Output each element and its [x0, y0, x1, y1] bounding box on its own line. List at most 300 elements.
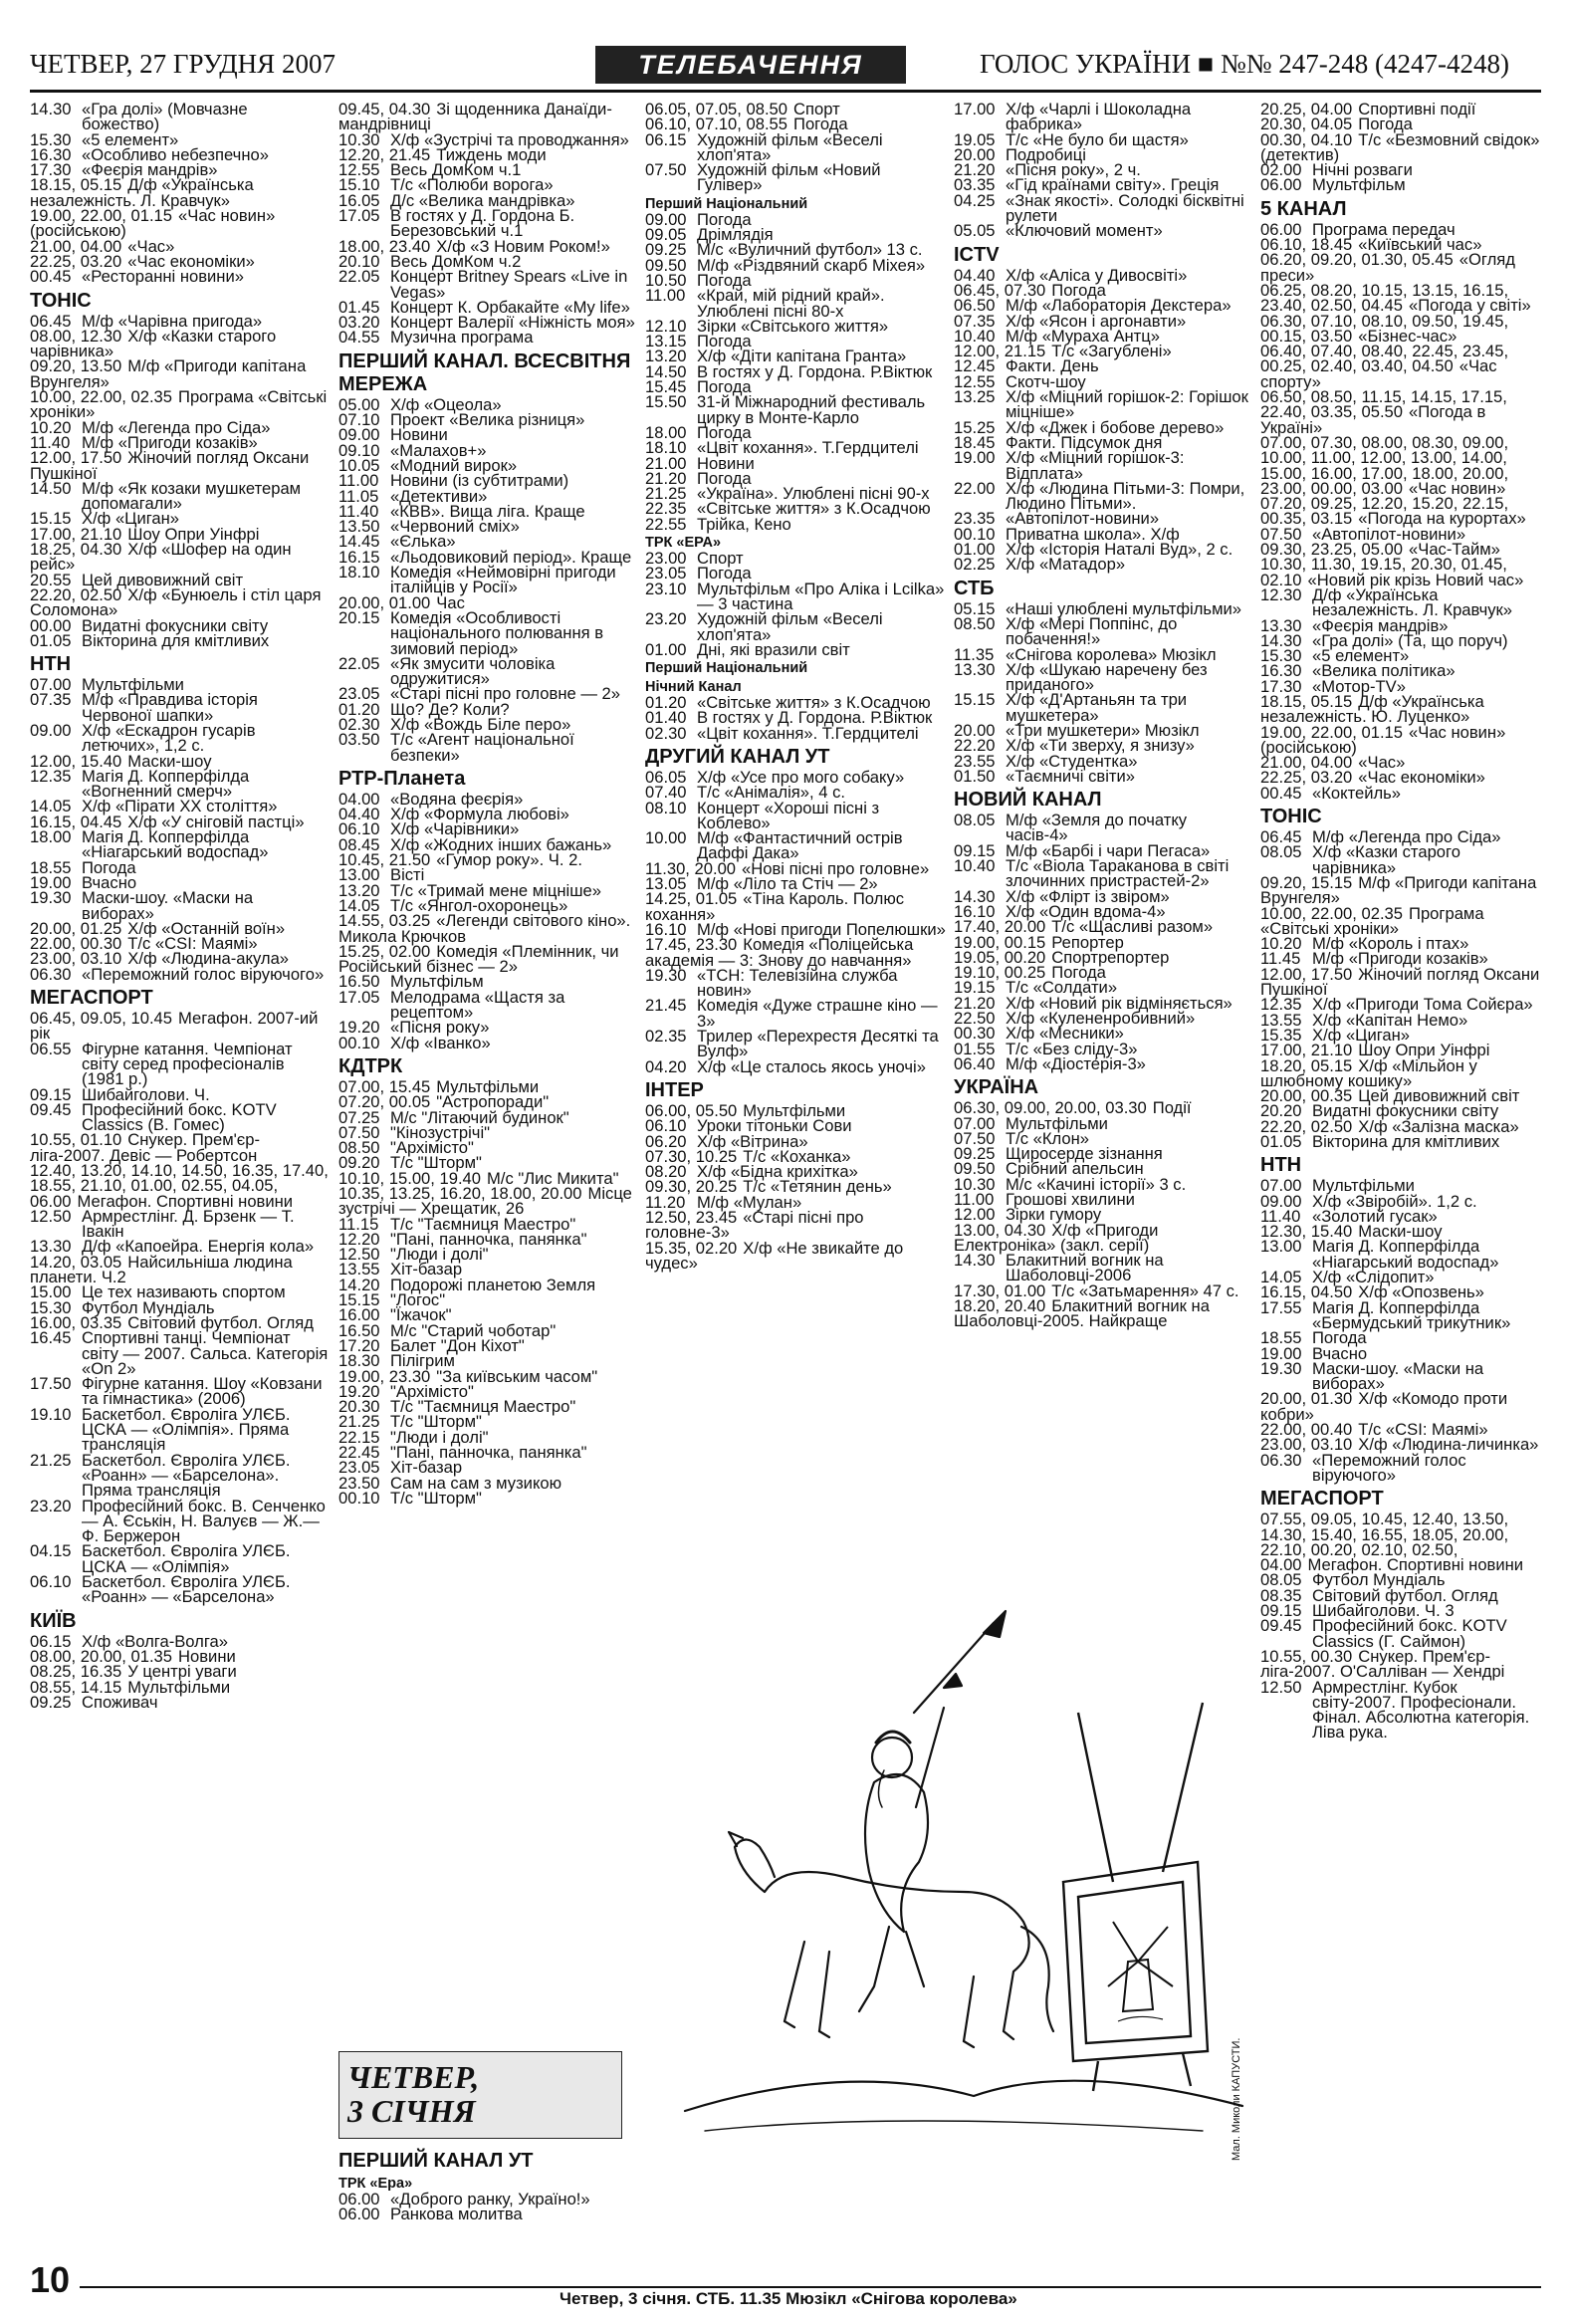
listing-time: 08.20 — [645, 1162, 687, 1182]
listing-time: 09.50 — [954, 1159, 996, 1179]
listing-title: Т/с "Шторм" — [390, 1153, 482, 1173]
listing-title: М/ф «Земля до початку часів-4» — [1006, 811, 1188, 845]
listing-time: 12.45 — [954, 356, 996, 376]
listing-entry — [30, 102, 329, 132]
listing-title: Х/ф «Ти зверху, я знизу» — [1006, 736, 1195, 756]
schedule-column-2 — [338, 102, 637, 2043]
listing-entry — [954, 813, 1252, 843]
listing-title: В гостях у Д. Гордона. Р.Віктюк — [697, 361, 933, 381]
listing-time: 12.00, 17.50 — [30, 448, 122, 468]
listing-title: Комедія «Неймовірні пригоди італійців у Росії» — [390, 563, 616, 597]
listing-time: 10.40 — [954, 856, 996, 876]
listing-time: 23.35 — [954, 509, 996, 529]
listing-title: Х/ф «Мері Поппінс, до побачення!» — [1006, 613, 1178, 649]
listing-entry — [338, 1122, 637, 1142]
listing-time: 06.10, 07.10, 08.55 — [645, 115, 788, 134]
listing-title: Зірки «Світського життя» — [697, 316, 889, 336]
listing-entry — [1260, 1297, 1544, 1332]
listing-time: 20.00, 01.30 — [1260, 1389, 1353, 1409]
listing-time: 06.30 — [30, 964, 72, 984]
listing-time: 22.55 — [645, 514, 687, 534]
listing-time: 07.20, 09.25, 12.20, 15.20, 22.15, 00.35, 03.15 — [1260, 494, 1509, 529]
listing-title: Х/ф «Не звикайте до чудес» — [645, 1238, 904, 1273]
listing-title: Т/с «Віола Тараканова в світі злочинних пристрастей-2» — [1006, 856, 1230, 891]
listing-title: Комедія «Дуже страшне кіно — 3» — [697, 996, 938, 1031]
listing-time: 19.30 — [30, 888, 72, 908]
listing-time: 13.05 — [645, 874, 687, 894]
listing-title: Факти. Підсумок дня — [1006, 432, 1163, 452]
schedule-column-2-continued — [338, 2145, 637, 2277]
listing-time: 19.05 — [954, 129, 996, 149]
listing-title: Армрестлінг. Д. Брзенк — Т. Івакін — [82, 1206, 295, 1242]
listing-title: Х/ф «Вождь Біле перо» — [390, 714, 571, 734]
listing-time: 13.00, 04.30 — [954, 1220, 1046, 1240]
listing-entry — [338, 1138, 637, 1158]
listing-title: М/ф «Легенда про Сіда» — [1312, 827, 1501, 847]
listing-title: Х/ф «Шофер на один рейс» — [30, 540, 292, 575]
listing-time: 23.50 — [338, 1473, 380, 1493]
listing-title: Шибайголови. Ч. — [82, 1084, 210, 1104]
listing-title: Погода — [697, 564, 752, 583]
listing-time: 08.05 — [954, 811, 996, 830]
listing-entry — [1260, 1391, 1544, 1422]
listing-time: 18.25, 04.30 — [30, 540, 122, 560]
listing-time: 22.25, 03.20 — [30, 251, 122, 271]
listing-time: 15.15 — [30, 509, 72, 529]
listing-title: Професійний бокс. KOTV Classics (Г. Саймон) — [1312, 1616, 1507, 1651]
listing-title: Хіт-базар — [390, 1260, 463, 1279]
listing-time: 11.35 — [954, 644, 995, 664]
listing-time: 16.15 — [338, 547, 380, 567]
listing-time: 22.45 — [338, 1443, 380, 1463]
listing-entry — [954, 1053, 1252, 1073]
listing-title: Жіночий погляд Оксани Пушкіної — [1260, 964, 1540, 1000]
listing-time: 01.45 — [338, 297, 380, 317]
listing-time: 09.00 — [645, 209, 687, 229]
listing-time: 09.45 — [30, 1099, 72, 1119]
listing-time: 09.30, 20.25 — [645, 1177, 738, 1197]
listing-title: «Феєрія мандрів» — [82, 160, 218, 180]
listing-time: 19.00, 23.30 — [338, 1366, 431, 1386]
listing-title: М/ф «Пригоди капітана Врунгеля» — [30, 356, 307, 391]
listing-title: Видатні фокусники світу — [1312, 1101, 1499, 1121]
channel-heading: МЕГАСПОРТ — [1260, 1488, 1384, 1511]
listing-title: Погода — [697, 332, 752, 351]
listing-title: Х/ф «Новий рік відміняється» — [1006, 993, 1233, 1013]
listing-title: Комедія «Поліцейська академія — 3: Знову до навчання» — [645, 935, 914, 970]
listing-time: 09.20, 13.50 — [30, 356, 122, 376]
broadcaster-subheading: ТРК «Ера» — [338, 2176, 413, 2192]
listing-time: 23.00 — [645, 549, 687, 569]
listing-time: 17.55 — [1260, 1297, 1302, 1317]
listing-time: 14.50 — [645, 361, 687, 381]
listing-title: Мультфільми — [82, 675, 184, 695]
listing-title: «Час спорту» — [1260, 356, 1497, 391]
listing-title: Х/ф «Діти капітана Гранта» — [697, 347, 907, 366]
listing-title: Приватна школа». Х/ф — [1006, 524, 1180, 544]
listing-title: Магія Д. Копперфілда «Ніагарський водоспад» — [1312, 1237, 1499, 1272]
listing-time: 14.05 — [1260, 1268, 1302, 1287]
listing-time: 07.50 — [954, 1128, 996, 1148]
listing-title: Т/с "Таємниця Маестро" — [390, 1397, 576, 1417]
listing-entry — [645, 361, 949, 381]
listing-time: 07.35 — [30, 690, 72, 710]
listing-time: 06.10, 18.45 — [1260, 235, 1353, 255]
listing-entry — [30, 1543, 329, 1574]
listing-time: 15.45 — [645, 377, 687, 397]
listing-time: 02.35 — [645, 1027, 687, 1046]
listing-title: М/ф «Пригоди козаків» — [1312, 949, 1488, 969]
listing-title: «Детективи» — [390, 486, 488, 506]
listing-entry — [338, 269, 637, 300]
listing-title: «Переможний голос віруючого» — [82, 964, 325, 984]
listing-time: 21.45 — [645, 996, 687, 1016]
listing-time: 20.00, 01.25 — [30, 918, 122, 938]
listing-title: Х/ф «Це сталось якось уночі» — [697, 1056, 926, 1076]
listing-time: 10.45, 21.50 — [338, 850, 431, 870]
listing-title: Комедія «Племінник, чи Російський бізнес — 2» — [338, 941, 619, 977]
listing-entry — [30, 766, 329, 802]
channel-heading: ДРУГИЙ КАНАЛ УТ — [645, 745, 830, 768]
listing-title: Ранкова молитва — [390, 2205, 523, 2224]
listing-title: Тиждень моди — [436, 144, 547, 164]
listing-title: Концерт «Хороші пісні з Коблево» — [697, 798, 880, 832]
listing-entry — [30, 1574, 329, 1605]
listing-entry — [645, 316, 949, 336]
listing-time: 22.05 — [338, 267, 380, 287]
listing-time: 05.00 — [338, 394, 380, 414]
listing-time: 08.25, 16.35 — [30, 1662, 122, 1682]
listing-title: Погода — [697, 468, 752, 488]
listing-time: 16.00, 03.35 — [30, 1312, 122, 1332]
listing-title: Подорожі планетою Земля — [390, 1275, 596, 1294]
listing-title: Новини — [178, 1646, 236, 1666]
listing-time: 15.30 — [30, 1297, 72, 1317]
listing-title: Балет "Дон Кіхот" — [390, 1335, 525, 1355]
listing-title: Погода — [1051, 963, 1106, 983]
listing-time: 17.30 — [1260, 676, 1302, 696]
listing-title: Х/ф «Останній воїн» — [127, 918, 286, 938]
listing-time: 08.05 — [1260, 1570, 1302, 1590]
listing-title: «Гра долі» (Мовчазне божество) — [82, 102, 248, 134]
listing-title: Погода — [793, 115, 848, 134]
listing-time: 06.00 — [1260, 219, 1302, 239]
listing-time: 12.50 — [1260, 1677, 1302, 1697]
listing-entry — [645, 394, 949, 425]
listing-time: 13.25 — [954, 387, 996, 407]
listing-time: 12.40, 13.20, 14.10, 14.50, 16.35, 17.40, 18.55, 21.10, 01.00, 02.55, 04.05, 06.00 — [30, 1161, 329, 1211]
listing-entry — [954, 102, 1252, 132]
listing-time: 15.10 — [338, 175, 380, 195]
listing-title: Срібний апельсин — [1006, 1159, 1144, 1179]
listing-time: 06.10 — [645, 1116, 687, 1136]
listing-time: 10.55, 00.30 — [1260, 1646, 1353, 1666]
listing-time: 20.00 — [954, 144, 996, 164]
listing-time: 11.30, 20.00 — [645, 858, 737, 878]
listing-title: У центрі уваги — [127, 1662, 237, 1682]
listing-entry — [338, 517, 637, 537]
listing-entry — [30, 692, 329, 723]
listing-time: 03.35 — [954, 175, 996, 195]
listing-title: «Коктейль» — [1312, 783, 1402, 803]
listing-time: 00.00 — [30, 615, 72, 635]
listing-time: 22.25, 03.20 — [1260, 768, 1353, 788]
listing-time: 14.25, 01.05 — [645, 889, 738, 909]
listing-time: 23.05 — [338, 684, 380, 704]
listing-time: 13.00 — [1260, 1237, 1302, 1257]
header-rule — [30, 90, 1541, 93]
listing-time: 12.35 — [1260, 995, 1302, 1015]
listing-title: Х/ф «Флірт із звіром» — [1006, 886, 1170, 906]
listing-time: 08.00, 12.30 — [30, 326, 122, 346]
listing-time: 01.55 — [954, 1039, 996, 1058]
listing-time: 10.00, 22.00, 02.35 — [1260, 903, 1404, 923]
listing-time: 13.50 — [338, 517, 380, 537]
listing-time: 11.40 — [30, 432, 71, 452]
listing-time: 13.30 — [1260, 615, 1302, 635]
listing-time: 21.00 — [645, 453, 687, 473]
listing-title: Фігурне катання. Чемпіонат світу серед професіоналів (1981 р.) — [82, 1039, 293, 1089]
listing-title: М/ф «Лабораторія Декстера» — [1006, 296, 1232, 316]
listing-time: 14.20, 03.05 — [30, 1252, 122, 1272]
listing-title: "За київським часом" — [436, 1366, 598, 1386]
listing-title: Мультфільми — [436, 1076, 540, 1096]
listing-entry — [30, 1039, 329, 1089]
listing-time: 16.10 — [645, 919, 687, 939]
listing-time: 05.15 — [954, 598, 996, 618]
listing-title: "Логос" — [390, 1290, 446, 1310]
listing-time: 04.20 — [645, 1056, 687, 1076]
listing-title: Т/с «Солдати» — [1006, 978, 1118, 998]
listing-time: 09.00 — [1260, 1191, 1302, 1211]
listing-entry — [338, 653, 637, 689]
listing-title: Світовий футбол. Огляд — [127, 1312, 314, 1332]
listing-time: 17.45, 23.30 — [645, 935, 738, 955]
listing-title: Спортрепортер — [1051, 947, 1170, 967]
listing-time: 21.25 — [338, 1412, 380, 1432]
listing-time: 04.40 — [954, 265, 996, 285]
listing-entry — [954, 858, 1252, 889]
listing-title: Маски-шоу — [1358, 1222, 1443, 1242]
listing-title: Вісті — [390, 865, 425, 885]
listing-title: Х/ф «Міцний горішок-2: Горішок міцніше» — [1006, 387, 1248, 422]
listing-entry — [30, 857, 329, 877]
listing-time: 16.15, 04.50 — [1260, 1282, 1353, 1302]
listing-time: 07.35 — [954, 311, 996, 331]
listing-time: 21.25 — [645, 484, 687, 504]
listing-time: 00.30 — [954, 1024, 996, 1044]
listing-entry — [1260, 584, 1544, 620]
listing-entry — [30, 1450, 329, 1501]
newspaper-masthead: ГОЛОС УКРАЇНИ ■ №№ 247-248 (4247-4248) — [980, 49, 1509, 79]
listing-time: 06.45 — [1260, 827, 1302, 847]
listing-time: 06.25, 08.20, 10.15, 13.15, 16.15, 23.40, 02.50, 04.45 — [1260, 280, 1509, 316]
listing-title: М/с «Качині історії» 3 с. — [1006, 1174, 1187, 1194]
listing-title: Скотч-шоу — [1006, 371, 1086, 391]
listing-entry — [30, 1206, 329, 1242]
listing-time: 22.15 — [338, 1427, 380, 1447]
listing-title: Цей дивовижний світ — [82, 570, 244, 589]
listing-entry — [338, 1245, 637, 1265]
listing-title: М/ф «Барбі і чари Пегаса» — [1006, 840, 1211, 860]
listing-title: Х/ф «Звіробій». 1,2 с. — [1312, 1191, 1477, 1211]
listing-time: 07.00, 15.45 — [338, 1076, 431, 1096]
listing-title: «Час новин» — [1409, 478, 1506, 498]
listing-time: 13.55 — [1260, 1010, 1302, 1030]
listing-time: 14.50 — [30, 478, 72, 498]
listing-title: Дрімлядія — [697, 225, 774, 245]
listing-title: Снукер. Прем'єр-ліга-2007. О'Салліван — Хендрі — [1260, 1646, 1505, 1682]
listing-time: 18.20, 05.15 — [1260, 1055, 1353, 1075]
listing-time: 23.00, 03.10 — [30, 949, 122, 969]
listing-title: Художній фільм «Веселі хлоп'ята» — [697, 129, 883, 164]
listing-entry — [645, 255, 949, 275]
listing-entry — [30, 542, 329, 573]
listing-title: «Час економіки» — [1358, 768, 1485, 788]
listing-title: «КВВ». Вища ліга. Краще — [390, 501, 585, 521]
listing-time: 13.20 — [338, 880, 380, 900]
listing-entry — [954, 659, 1252, 695]
listing-time: 06.40, 07.40, 08.40, 22.45, 23.45, 00.25, 02.40, 03.40, 04.50 — [1260, 342, 1509, 376]
listing-time: 14.30 — [954, 1251, 996, 1271]
listing-entry — [1260, 1239, 1544, 1270]
listing-time: 12.20, 21.45 — [338, 144, 431, 164]
listing-title: «Модний вирок» — [390, 455, 518, 475]
listing-time: 09.45 — [1260, 1616, 1302, 1636]
listing-time: 12.00, 21.15 — [954, 342, 1046, 361]
listing-time: 18.55 — [30, 857, 72, 877]
listing-time: 10.10, 15.00, 19.40 — [338, 1168, 482, 1188]
listing-title: Мелодрама «Щастя за рецептом» — [390, 987, 565, 1023]
listing-title: «Київський час» — [1358, 235, 1482, 255]
listing-title: Мегафон. Спортивні новини — [77, 1191, 294, 1211]
listing-time: 06.45 — [30, 311, 72, 331]
listing-entry — [1260, 1134, 1544, 1149]
listing-time: 09.25 — [954, 1144, 996, 1164]
listing-title: Х/ф «Людина-акула» — [127, 949, 290, 969]
listing-title: Місце зустрічі — Хрещатик, 26 — [338, 1184, 632, 1219]
listing-entry — [645, 209, 949, 229]
listing-title: «Пісня року» — [390, 1018, 490, 1038]
listing-time: 12.10 — [645, 316, 687, 336]
listing-title: Х/ф «Слідопит» — [1312, 1268, 1435, 1287]
listing-time: 08.55, 14.15 — [30, 1677, 122, 1697]
listing-time: 07.50 — [645, 160, 687, 180]
channel-heading: РТР-Планета — [338, 767, 466, 790]
listing-entry — [1260, 344, 1544, 389]
listing-title: «Нові пісні про головне» — [742, 858, 930, 878]
listing-time: 16.10 — [954, 901, 996, 921]
listing-time: 03.50 — [338, 730, 380, 750]
listing-time: 17.00, 21.10 — [1260, 1041, 1353, 1060]
listing-entry — [645, 1238, 949, 1273]
knight-arm — [916, 1708, 944, 1807]
listing-time: 16.30 — [30, 144, 72, 164]
listing-time: 18.15, 05.15 — [30, 175, 122, 195]
listing-entry — [1260, 964, 1544, 1000]
listing-entry — [1260, 1646, 1544, 1682]
listing-time: 08.35 — [1260, 1585, 1302, 1605]
listing-time: 15.30 — [30, 129, 72, 149]
listing-title: «Погода на курортах» — [1358, 509, 1526, 529]
listing-title: Х/ф «Усе про мого собаку» — [697, 767, 905, 787]
listing-time: 01.05 — [1260, 1132, 1302, 1151]
listing-title: Х/ф «Ескадрон гусарів летючих», 1,2 с. — [82, 720, 256, 756]
listing-title: «Переможний голос віруючого» — [1312, 1450, 1466, 1485]
listing-title: «Погода у світі» — [1409, 296, 1531, 316]
listing-time: 11.45 — [1260, 949, 1301, 969]
listing-time: 18.55 — [1260, 1328, 1302, 1348]
listing-title: «Автопілот-новини» — [1006, 509, 1160, 529]
listing-title: Пілігрим — [390, 1351, 455, 1371]
listing-time: 13.55 — [338, 1260, 380, 1279]
listing-entry — [1260, 496, 1544, 527]
listing-time: 10.30, 11.30, 19.15, 20.30, 01.45, 02.10 — [1260, 555, 1507, 589]
listing-title: "Архімісто" — [390, 1138, 474, 1158]
knight-legs — [859, 1927, 924, 2011]
listing-title: Погода — [1358, 115, 1413, 134]
listing-entry — [338, 1473, 637, 1493]
listing-title: «Світське життя» з К.Осадчою — [697, 693, 931, 713]
listing-time: 10.30 — [338, 129, 380, 149]
listing-entry — [645, 549, 949, 569]
listing-entry — [30, 1496, 329, 1546]
listing-time: 06.05 — [645, 767, 687, 787]
listing-time: 09.20 — [338, 1153, 380, 1173]
listing-title: Програма «Світські хроніки» — [1260, 903, 1484, 938]
listing-time: 20.55 — [30, 570, 72, 589]
listing-title: Вікторина для кмітливих — [82, 630, 270, 650]
listing-entry — [30, 1677, 329, 1697]
listing-title: Мультфільми — [743, 1100, 846, 1120]
listing-title: Х/ф «Казки старого чарівника» — [30, 326, 277, 361]
listing-time: 18.10 — [338, 563, 380, 582]
listing-title: «Ресторанні новини» — [82, 267, 244, 287]
listing-time: 14.05 — [30, 797, 72, 816]
listing-time: 08.50 — [338, 1138, 380, 1158]
listing-time: 12.00, 17.50 — [1260, 964, 1353, 984]
broadcaster-subheading: Нічний Канал — [645, 679, 742, 696]
listing-title: Х/ф «Казки старого чарівника» — [1312, 842, 1460, 877]
listing-entry — [338, 328, 637, 348]
listing-time: 11.20 — [645, 1192, 686, 1212]
schedule-column-3 — [645, 102, 949, 1491]
listing-title: «Єлька» — [390, 532, 456, 552]
listing-entry — [30, 630, 329, 650]
listing-time: 09.30, 23.25, 05.00 — [1260, 540, 1404, 560]
listing-time: 19.00, 00.15 — [954, 932, 1046, 952]
listing-entry — [1260, 903, 1544, 938]
listing-title: Вчасно — [1312, 1343, 1368, 1363]
channel-heading: 5 КАНАЛ — [1260, 197, 1347, 220]
listing-entry — [954, 478, 1252, 514]
listing-time: 02.25 — [954, 555, 996, 575]
listing-title: Грошові хвилини — [1006, 1190, 1135, 1209]
listing-time: 18.00, 23.40 — [338, 236, 431, 256]
listing-title: Подробиці — [1006, 144, 1086, 164]
listing-title: «Україна». Улюблені пісні 90-х — [697, 484, 930, 504]
listing-time: 14.30 — [954, 886, 996, 906]
listing-entry — [645, 1029, 949, 1059]
listing-time: 19.00, 22.00, 01.15 — [1260, 722, 1404, 742]
listing-title: Футбол Мундіаль — [1312, 1570, 1446, 1590]
listing-title: Трилер «Перехрестя Десяткі та Вулф» — [697, 1027, 939, 1061]
listing-title: Снукер. Прем'єр-ліга-2007. Девіс — Робертсон — [30, 1130, 261, 1165]
listing-time: 10.20 — [1260, 934, 1302, 954]
listing-time: 15.25, 02.00 — [338, 941, 431, 961]
listing-title: Х/ф «Один вдома-4» — [1006, 901, 1166, 921]
listing-time: 16.00 — [338, 1305, 380, 1325]
